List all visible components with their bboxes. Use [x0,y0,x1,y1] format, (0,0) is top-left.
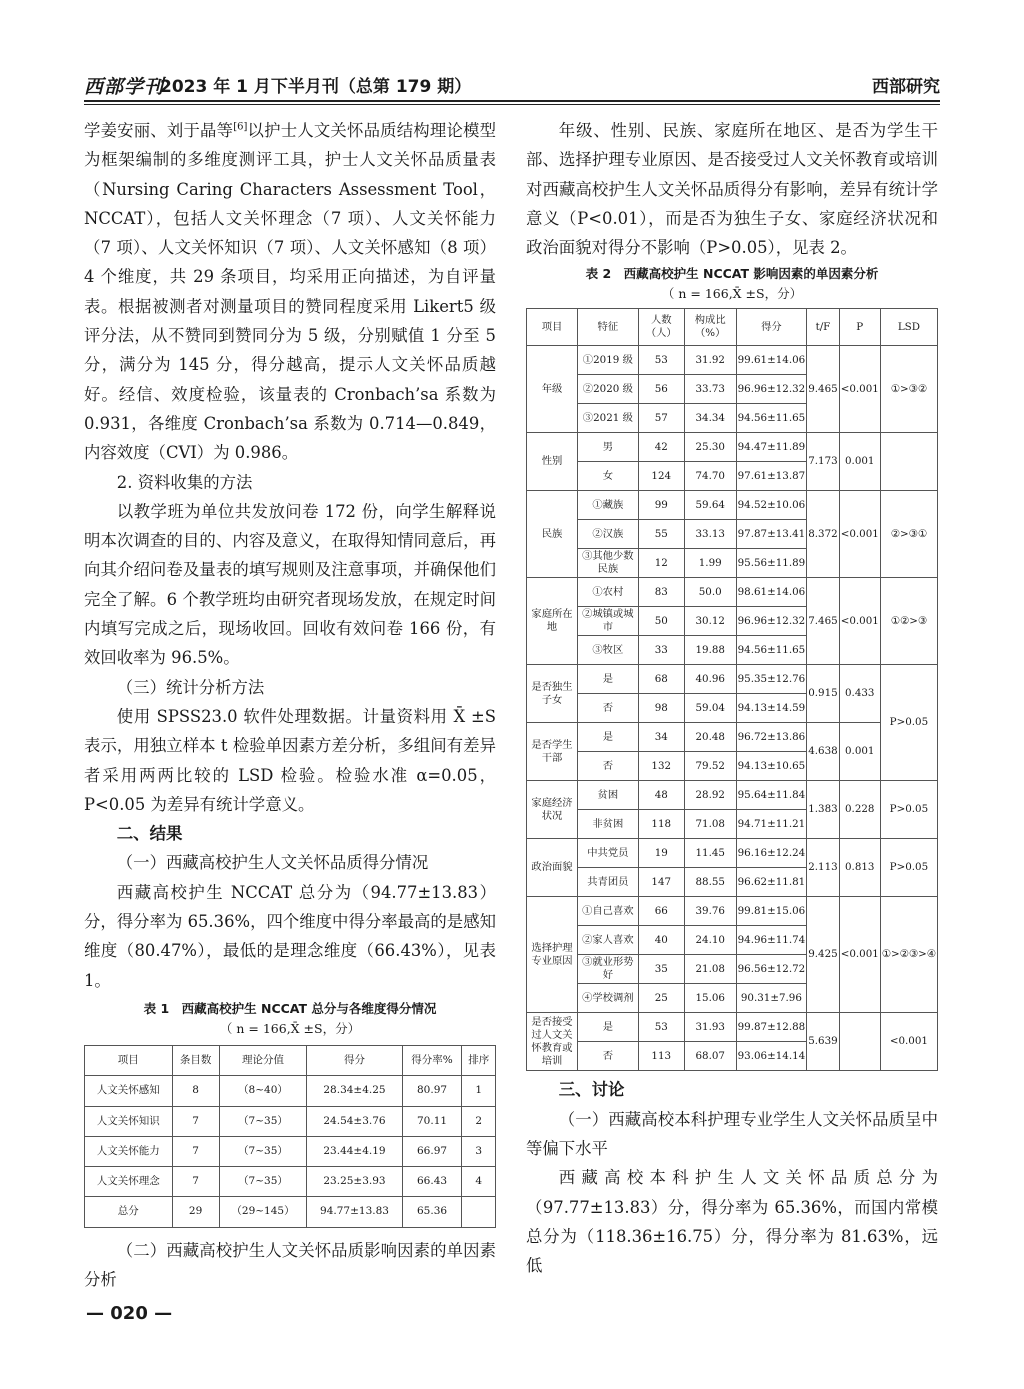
table2-cell: 97.87±13.41 [736,520,807,549]
table1-header-cell: 得分 [307,1045,402,1075]
table1-cell: 人文关怀理念 [85,1167,173,1197]
table2-cell: 53 [638,1013,684,1042]
table1-cell: 7 [172,1106,219,1136]
table1-header-cell: 得分率% [402,1045,462,1075]
table2-cell: ①农村 [578,578,639,607]
table1-cell: 人文关怀能力 [85,1136,173,1166]
table2-t-cell: 9.465 [807,346,839,433]
table2-t-cell: 7.465 [807,578,839,665]
table2-cell: 94.56±11.65 [736,636,807,665]
table2-cell: 124 [638,462,684,491]
subheading-result-1: （一）西藏高校护生人文关怀品质得分情况 [116,853,429,873]
paragraph: 使用 SPSS23.0 软件处理数据。计量资料用 X̄ ±S 表示，用独立样本 t 检验单因素方差分析，多组间有差异者采用两两比较的 LSD 检验。检验水准 α=0.05，P<0.05 为差异有统计学意义。 [84,706,496,814]
table2-cell: 11.45 [684,839,736,868]
table2-cell: 94.13±10.65 [736,752,807,781]
table2-item-cell: 年级 [527,346,578,433]
table2-cell: 57 [638,404,684,433]
paragraph: 年级、性别、民族、家庭所在地区、是否为学生干部、选择护理专业原因、是否接受过人文关怀教育或培训对西藏高校护生人文关怀品质得分有影响，差异有统计学意义（P<0.01），而是否为独生子女、家庭经济状况和政治面貌对得分不影响（P>0.05），见表 2。 [526,121,938,258]
table2-cell: 88.55 [684,868,736,897]
table2-cell: 42 [638,433,684,462]
table2-cell: 99.81±15.06 [736,897,807,926]
table1-cell: 4 [462,1167,496,1197]
table2-cell: 否 [578,694,639,723]
table1-cell: 24.54±3.76 [307,1106,402,1136]
table1-cell: 1 [462,1076,496,1106]
header-rule-thin [84,104,940,105]
table2-cell: 83 [638,578,684,607]
table2-item-cell: 民族 [527,491,578,578]
table2-cell: 是 [578,723,639,752]
table2-cell: ③其他少数民族 [578,549,639,578]
table2-header-cell: 项目 [527,309,578,346]
table2-cell: 94.47±11.89 [736,433,807,462]
table2-cell: 34.34 [684,404,736,433]
table2-cell: ②2020 级 [578,375,639,404]
table2-p-cell: <0.001 [839,491,880,578]
table2-cell: 96.96±12.32 [736,375,807,404]
table2-p-cell: 0.433 [839,665,880,723]
table1-cell: 2 [462,1106,496,1136]
table2-item-cell: 家庭所在地 [527,578,578,665]
table1-cell: 3 [462,1136,496,1166]
table2-cell: 95.35±12.76 [736,665,807,694]
table2-cell: ①自己喜欢 [578,897,639,926]
table-row [527,839,938,868]
table2-item-cell: 家庭经济状况 [527,781,578,839]
table2-cell: 否 [578,752,639,781]
table-row [85,1167,496,1197]
table2-cell: 95.56±11.89 [736,549,807,578]
table2-cell: 31.93 [684,1013,736,1042]
table-row [527,781,938,810]
table2-item-cell: 选择护理专业原因 [527,897,578,1013]
table1-cell [462,1197,496,1227]
table2-cell: 25 [638,984,684,1013]
table2-cell: 40.96 [684,665,736,694]
table2-lsd-cell: P>0.05 [880,665,937,781]
table2-cell: ②汉族 [578,520,639,549]
table1-cell: 94.77±13.83 [307,1197,402,1227]
table2-cell: 99.61±14.06 [736,346,807,375]
table2-cell: 53 [638,346,684,375]
table2-cell: 是 [578,665,639,694]
table2-cell: 28.92 [684,781,736,810]
table2-cell: 否 [578,1042,639,1071]
table2-cell: ②家人喜欢 [578,926,639,955]
table2-p-cell: <0.001 [839,346,880,433]
table2-cell: 25.30 [684,433,736,462]
table2-cell: 33.73 [684,375,736,404]
subheading-collection: 2. 资料收集的方法 [116,472,253,492]
table2-cell: 34 [638,723,684,752]
table1-cell: 8 [172,1076,219,1106]
table2-subcaption: （ n = 166,X̄ ±S，分） [661,286,803,302]
table2-cell: 50.0 [684,578,736,607]
table2-cell: ③牧区 [578,636,639,665]
table1-header-cell: 理论分值 [219,1045,307,1075]
table2-cell: ③就业形势好 [578,955,639,984]
table2-cell: 30.12 [684,607,736,636]
table1-cell: 29 [172,1197,219,1227]
table1-cell: 65.36 [402,1197,462,1227]
table-row [85,1136,496,1166]
table2-cell: 66 [638,897,684,926]
table2-cell: 共青团员 [578,868,639,897]
subheading-result-2: （二）西藏高校护生人文关怀品质影响因素的单因素分析 [84,1240,496,1289]
table2-cell: ②城镇或城市 [578,607,639,636]
table1-cell: 7 [172,1136,219,1166]
table2-p-cell: 0.228 [839,781,880,839]
table-row [85,1197,496,1227]
table2-cell: ④学校调剂 [578,984,639,1013]
subheading-discussion-1: （一）西藏高校本科护理专业学生人文关怀品质呈中等偏下水平 [526,1109,938,1159]
table1-cell: （7~35） [219,1136,307,1166]
table2-cell: 48 [638,781,684,810]
table2-header-cell: P [839,309,880,346]
table2-cell: 19.88 [684,636,736,665]
table1 [84,1045,496,1228]
table2-cell: 40 [638,926,684,955]
heading-discussion: 三、讨论 [558,1080,625,1100]
table2-item-cell: 是否独生子女 [527,665,578,723]
table2-t-cell: 0.915 [807,665,839,723]
issue-info: 2023 年 1 月下半月刊（总第 179 期） [160,77,472,97]
table2-t-cell: 8.372 [807,491,839,578]
table2-cell: 94.71±11.21 [736,810,807,839]
table2-t-cell: 9.425 [807,897,839,1013]
table2-cell: 98 [638,694,684,723]
table2-cell: 50 [638,607,684,636]
table2-cell: 99.87±12.88 [736,1013,807,1042]
table2-item-cell: 是否学生干部 [527,723,578,781]
table2-lsd-cell: ①>③② [880,346,937,433]
table2-t-cell: 5.639 [807,1013,839,1071]
table-row [85,1076,496,1106]
table2-p-cell: <0.001 [839,897,880,1013]
section-name: 西部研究 [872,77,940,97]
table1-cell: 人文关怀知识 [85,1106,173,1136]
heading-results: 二、结果 [116,824,183,844]
table2-cell: 55 [638,520,684,549]
table2-lsd-cell: ①②>③ [880,578,937,665]
table2-item-cell: 是否接受过人文关怀教育或培训 [527,1013,578,1071]
running-header [84,70,940,102]
table2-lsd-cell: <0.001 [880,1013,937,1071]
table2-cell: 99 [638,491,684,520]
table2-cell: 147 [638,868,684,897]
table1-header-cell: 项目 [85,1045,173,1075]
table-row [527,433,938,462]
table2-cell: 19 [638,839,684,868]
table2-cell: 118 [638,810,684,839]
table2-cell: 59.64 [684,491,736,520]
table2-cell: ①2019 级 [578,346,639,375]
table1-header-cell: 条目数 [172,1045,219,1075]
table2-cell: 113 [638,1042,684,1071]
paragraph: 以教学班为单位共发放问卷 172 份，向学生解释说明本次调查的目的、内容及意义，在取得知情同意后，再向其介绍问卷及量表的填写规则及注意事项，并确保他们完全了解。6 个教学班均由研究者现场发放，在规定时间内填写完成之后，现场收回。回收有效问卷 166 份，有效回收率为 96.5%。 [84,501,496,668]
table2-cell: 56 [638,375,684,404]
table2-cell: 12 [638,549,684,578]
table2-caption: 表 2 西藏高校护生 NCCAT 影响因素的单因素分析 [585,266,879,282]
table2-cell: 79.52 [684,752,736,781]
table2-t-cell: 2.113 [807,839,839,897]
table2-cell: 39.76 [684,897,736,926]
table2-cell: 贫困 [578,781,639,810]
page-number: — 020 — [86,1303,173,1324]
table2-lsd-cell [880,433,937,491]
table2-cell: 94.96±11.74 [736,926,807,955]
table2-header-cell: 得分 [736,309,807,346]
paragraph: 西藏高校本科护生人文关怀品质总分为（97.77±13.83）分，得分率为 65.36%，而国内常模总分为（118.36±16.75）分，得分率为 81.63%，远低 [526,1168,938,1276]
table1-header-cell: 排序 [462,1045,496,1075]
table2-cell: 93.06±14.14 [736,1042,807,1071]
table2-cell: 94.13±14.59 [736,694,807,723]
table2-cell: 33 [638,636,684,665]
table-row [527,1013,938,1042]
table-row [527,491,938,520]
table1-subcaption: （ n = 166,X̄ ±S，分） [219,1020,361,1036]
table2-p-cell: 0.813 [839,839,880,897]
table2-cell: 24.10 [684,926,736,955]
table2-cell: 1.99 [684,549,736,578]
table2-cell: 90.31±7.96 [736,984,807,1013]
table1-cell: （7~35） [219,1167,307,1197]
table-row [527,578,938,607]
table2-cell: 35 [638,955,684,984]
right-column [526,116,938,1281]
table2-cell: 96.72±13.86 [736,723,807,752]
table2-cell: 96.56±12.72 [736,955,807,984]
table2-cell: 是 [578,1013,639,1042]
table1-cell: （8~40） [219,1076,307,1106]
table2-cell: 132 [638,752,684,781]
table2-cell: 21.08 [684,955,736,984]
table2-cell: 女 [578,462,639,491]
table1-cell: 7 [172,1167,219,1197]
table1-cell: 66.97 [402,1136,462,1166]
table-row [527,665,938,694]
table1-cell: 23.25±3.93 [307,1167,402,1197]
table-row [527,346,938,375]
table2-cell: 68 [638,665,684,694]
table2-p-cell: 0.001 [839,433,880,491]
table1-cell: 总分 [85,1197,173,1227]
table2-header-cell: LSD [880,309,937,346]
table1-cell: （29~145） [219,1197,307,1227]
table2-lsd-cell: P>0.05 [880,839,937,897]
table2-lsd-cell: P>0.05 [880,781,937,839]
table1-cell: 人文关怀感知 [85,1076,173,1106]
table2-p-cell: <0.001 [839,578,880,665]
table2-cell: 95.64±11.84 [736,781,807,810]
table1-cell: （7~35） [219,1106,307,1136]
table2-header-cell: 构成比（%） [684,309,736,346]
table2-lsd-cell: ②>③① [880,491,937,578]
table2-cell: 97.61±13.87 [736,462,807,491]
table-row [85,1106,496,1136]
table2-cell: 非贫困 [578,810,639,839]
table2-cell: 94.56±11.65 [736,404,807,433]
table1-cell: 70.11 [402,1106,462,1136]
journal-logo: 西部学刊 [84,76,165,98]
table2-cell: 71.08 [684,810,736,839]
table1-cell: 66.43 [402,1167,462,1197]
left-column [84,116,496,1294]
table-row [527,723,938,752]
table2-cell: 男 [578,433,639,462]
table2-p-cell: 0.001 [839,723,880,781]
table2-t-cell: 7.173 [807,433,839,491]
table2-cell: 33.13 [684,520,736,549]
table2-cell: 96.16±12.24 [736,839,807,868]
table1-cell: 23.44±4.19 [307,1136,402,1166]
table2-p-cell [839,1013,880,1071]
table1-caption: 表 1 西藏高校护生 NCCAT 总分与各维度得分情况 [143,1000,437,1016]
table2-item-cell: 政治面貌 [527,839,578,897]
table2-cell: 96.96±12.32 [736,607,807,636]
header-rule [84,100,940,102]
table2-item-cell: 性别 [527,433,578,491]
paragraph: 西藏高校护生 NCCAT 总分为（94.77±13.83）分，得分率为 65.36%，四个维度中得分率最高的是感知维度（80.47%），最低的是理念维度（66.43%），见表 1。 [84,882,496,990]
table2-cell: 59.04 [684,694,736,723]
subheading-statistics: （三）统计分析方法 [116,677,265,697]
table2-cell: 94.52±10.06 [736,491,807,520]
table2-cell: 20.48 [684,723,736,752]
paragraph: 学姜安丽、刘于晶等[6]以护士人文关怀品质结构理论模型为框架编制的多维度测评工具，护士人文关怀品质量表（Nursing Caring Characters Assessment Tool，NCCAT），包括人文关怀理念（7 项）、人文关怀能力（7 项）、人文关怀知识（7 项）、人文关怀感知（8 项）4 个维度，共 29 条项目，均采用正向描述，为自评量表。根据被测者对测量项目的赞同程度采用 Likert5 级评分法，从不赞同到赞同分为 5 级，分别赋值 1 分至 5 分，满分为 145 分，得分越高，提示人文关怀品质越好。经信、效度检验，该量表的 Cronbach’sa 系数为 0.931，各维度 Cronbach’sa 系数为 0.714—0.849，内容效度（CVI）为 0.986。 [84,121,497,463]
table2-t-cell: 1.383 [807,781,839,839]
table1-cell: 80.97 [402,1076,462,1106]
table2-cell: 15.06 [684,984,736,1013]
table2-header-cell: t/F [807,309,839,346]
table-row [527,897,938,926]
table1-cell: 28.34±4.25 [307,1076,402,1106]
table2-header-cell: 特征 [578,309,639,346]
table2-cell: 96.62±11.81 [736,868,807,897]
table2-lsd-cell: ①>②③>④ [880,897,937,1013]
table2-t-cell: 4.638 [807,723,839,781]
table2-cell: ③2021 级 [578,404,639,433]
table2-cell: ①藏族 [578,491,639,520]
table2-cell: 中共党员 [578,839,639,868]
table2-cell: 68.07 [684,1042,736,1071]
table2-cell: 31.92 [684,346,736,375]
table2-header-cell: 人数（人） [638,309,684,346]
table2 [526,308,938,1071]
table2-cell: 74.70 [684,462,736,491]
table2-cell: 98.61±14.06 [736,578,807,607]
